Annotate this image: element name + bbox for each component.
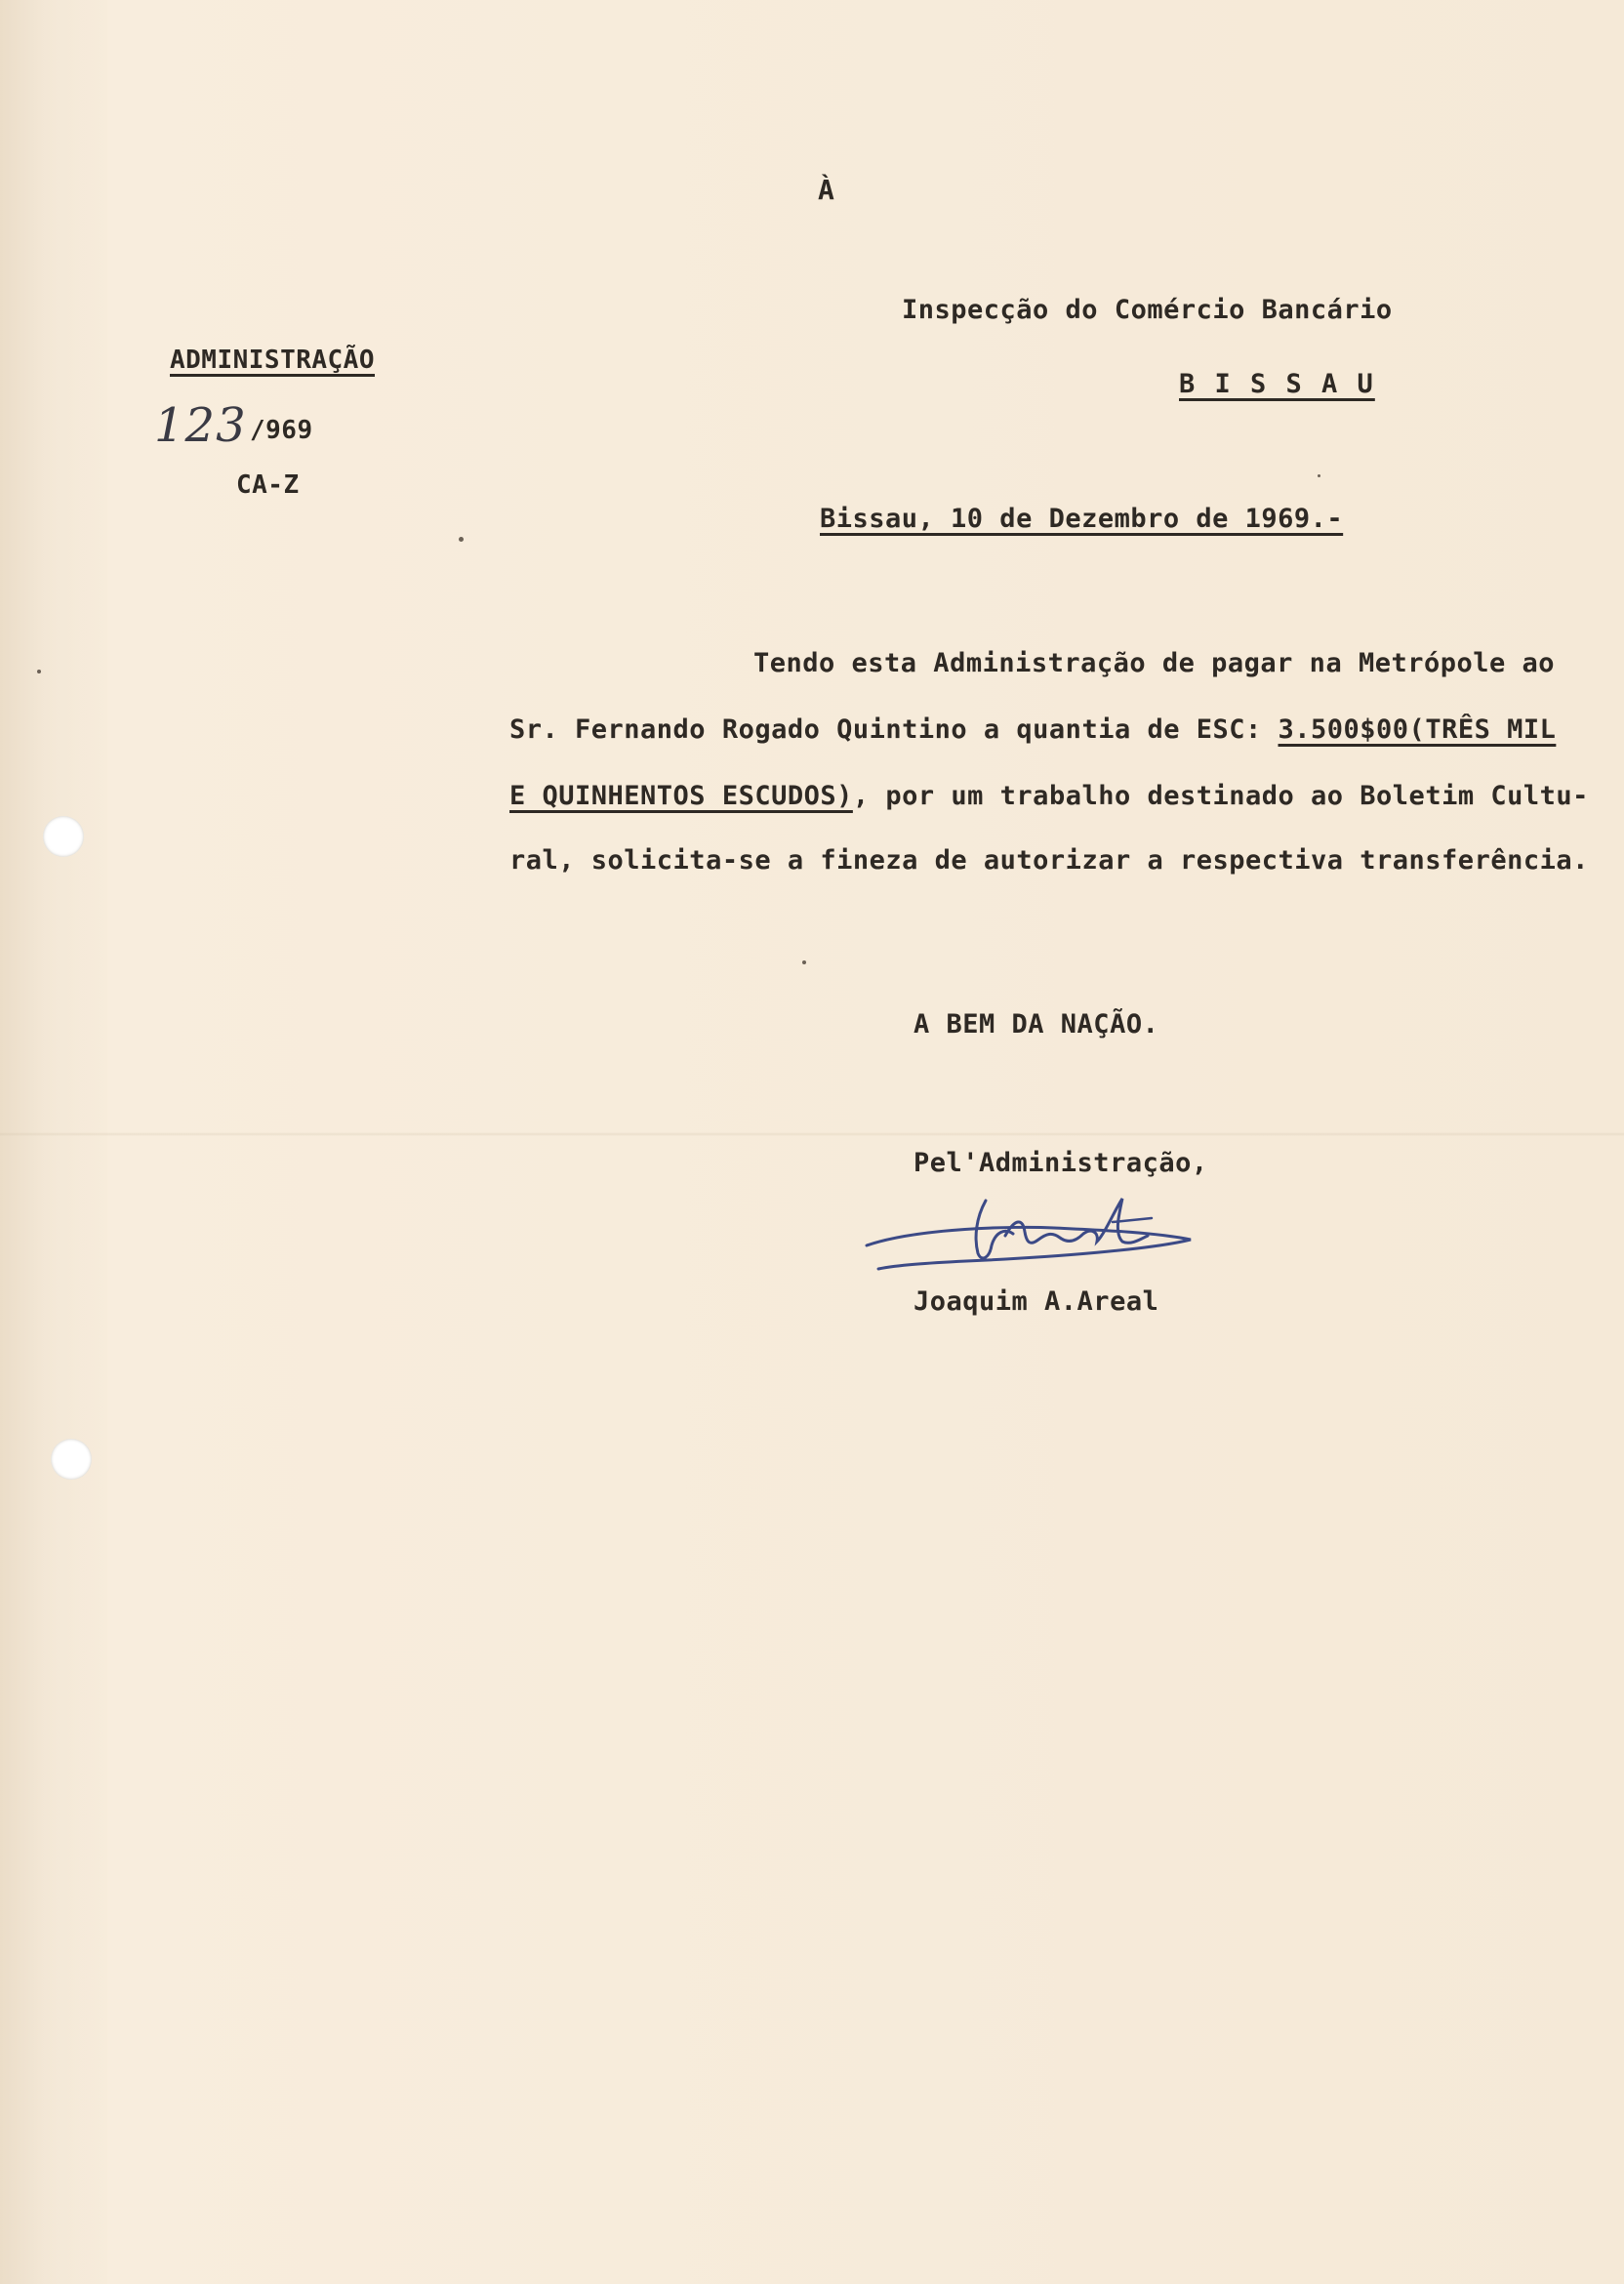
ink-speck bbox=[1318, 474, 1320, 477]
signatory-name: Joaquim A.Areal bbox=[914, 1286, 1159, 1317]
reference-year: /969 bbox=[250, 416, 313, 445]
paper-fold-line bbox=[0, 1132, 1624, 1136]
body-line-3 bbox=[509, 781, 1589, 811]
amount-text-continued: E QUINHENTOS ESCUDOS) bbox=[509, 781, 853, 811]
amount-text: 3.500$00(TRÊS MIL bbox=[1278, 714, 1557, 745]
body-line-2-text: Sr. Fernando Rogado Quintino a quantia de ESC: bbox=[509, 714, 1279, 745]
paper-edge-shading bbox=[0, 0, 107, 2284]
body-line-2 bbox=[509, 714, 1556, 745]
reference-code: CA-Z bbox=[236, 470, 300, 500]
handwritten-reference-number: 123 bbox=[154, 398, 247, 453]
body-line-1: Tendo esta Administração de pagar na Metrópole ao bbox=[753, 648, 1556, 678]
addressee-name: Inspecção do Comércio Bancário bbox=[902, 295, 1393, 325]
ink-speck bbox=[802, 960, 806, 964]
date-line: Bissau, 10 de Dezembro de 1969.- bbox=[820, 504, 1344, 534]
sender-department: ADMINISTRAÇÃO bbox=[170, 346, 375, 375]
closing-salutation: A BEM DA NAÇÃO. bbox=[914, 1009, 1159, 1040]
body-line-4: ral, solicita-se a fineza de autorizar a respectiva transferência. bbox=[509, 845, 1589, 876]
punch-hole-bottom bbox=[51, 1439, 92, 1480]
addressee-prefix: À bbox=[818, 174, 835, 206]
body-line-3-text: , por um trabalho destinado ao Boletim Cultu- bbox=[852, 781, 1589, 811]
ink-speck bbox=[459, 537, 464, 542]
ink-speck bbox=[37, 670, 41, 673]
punch-hole-top bbox=[43, 816, 84, 857]
addressee-city: B I S S A U bbox=[1179, 369, 1375, 399]
on-behalf-line: Pel'Administração, bbox=[914, 1148, 1208, 1178]
